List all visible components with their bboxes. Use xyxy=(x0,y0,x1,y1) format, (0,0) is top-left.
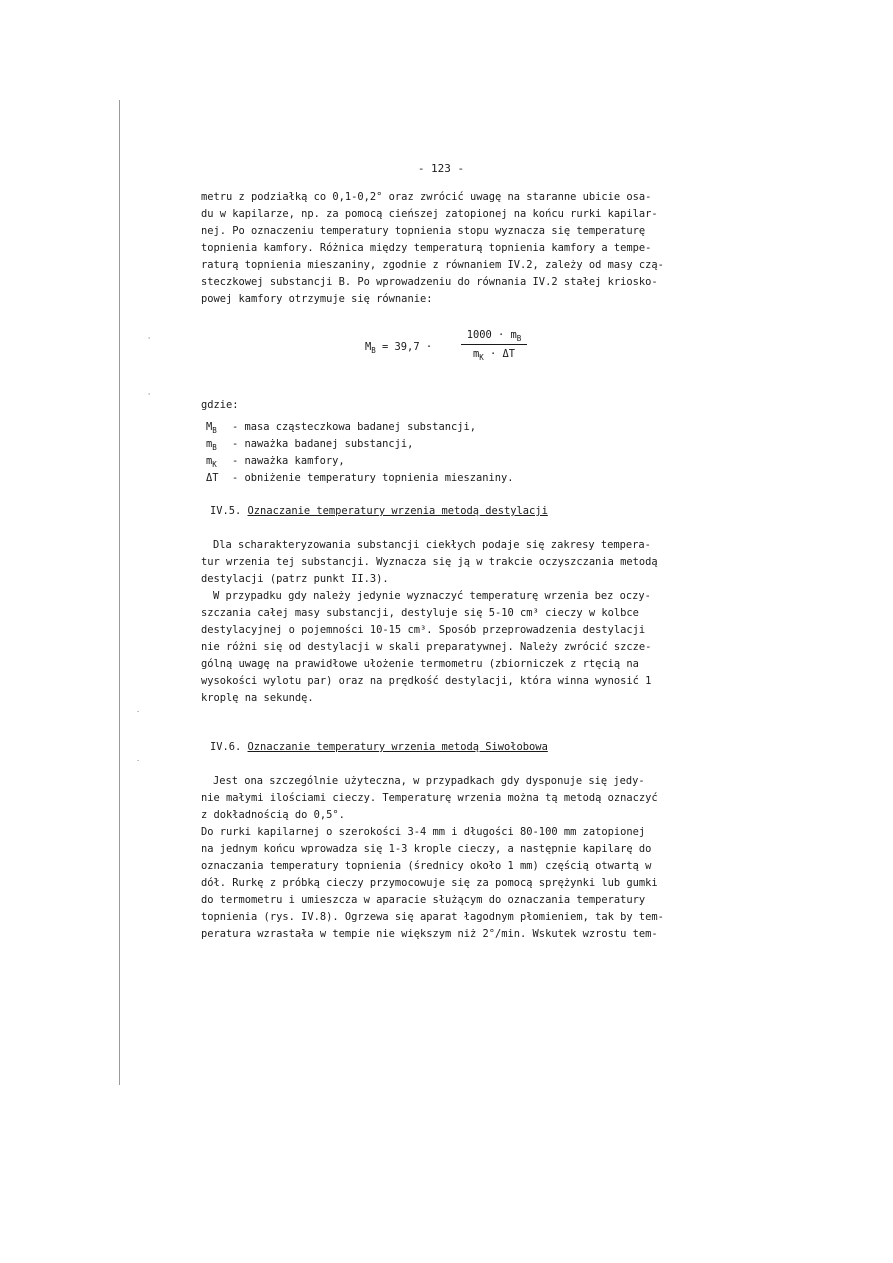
text-line: Do rurki kapilarnej o szerokości 3-4 mm i długości 80-100 mm zatopionej xyxy=(201,826,646,838)
definition-item: $m_B$ - naważka badanej substancji, xyxy=(206,438,414,453)
fraction-numerator: $1000 \cdot m_B$ xyxy=(466,329,522,344)
definition-item: $m_K$ - naważka kamfory, xyxy=(206,455,345,470)
text-line: kroplę na sekundę. xyxy=(201,692,314,704)
text-line: nie małymi ilościami cieczy. Temperaturę wrzenia można tą metodą oznaczyć xyxy=(201,792,658,804)
text-line: na jednym końcu wprowadza się 1-3 krople cieczy, a następnie kapilarę do xyxy=(201,843,652,855)
text-line: nej. Po oznaczeniu temperatury topnienia stopu wyznacza się temperaturę xyxy=(201,225,646,237)
equation-molar-mass xyxy=(365,327,565,367)
margin-mark: · xyxy=(136,757,141,765)
text-line: z dokładnością do 0,5°. xyxy=(201,809,345,821)
symbol-definitions xyxy=(206,402,606,487)
text-line: metru z podziałką co 0,1-0,2° oraz zwrócić uwagę na staranne ubicie osa- xyxy=(201,191,652,203)
text-line: wysokości wylotu par) oraz na prędkość destylacji, która winna wynosić 1 xyxy=(201,675,652,687)
text-line: nie różni się od destylacji w skali preparatywnej. Należy zwrócić szcze- xyxy=(201,641,652,653)
text-line: tur wrzenia tej substancji. Wyznacza się ją w trakcie oczyszczania metodą xyxy=(201,556,658,568)
text-line: oznaczania temperatury topnienia (średnicy około 1 mm) częścią otwartą w xyxy=(201,860,652,872)
text-line: peratura wzrastała w tempie nie większym niż 2°/min. Wskutek wzrostu tem- xyxy=(201,928,658,940)
page-edge-line xyxy=(119,100,120,1085)
text-line: szczania całej masy substancji, destyluje się 5-10 cm³ cieczy w kolbce xyxy=(201,607,639,619)
section-heading-iv5 xyxy=(210,503,548,520)
text-line: topnienia kamfory. Różnica między temperaturą topnienia kamfory a tempe- xyxy=(201,242,652,254)
margin-mark: ' xyxy=(147,336,152,344)
section-title: Oznaczanie temperatury wrzenia metodą destylacji xyxy=(247,505,548,517)
section-title: Oznaczanie temperatury wrzenia metodą Siwołobowa xyxy=(247,741,548,753)
margin-mark: ' xyxy=(147,392,152,400)
text-line: destylacyjnej o pojemności 10-15 cm³. Sposób przeprowadzenia destylacji xyxy=(201,624,646,636)
page-number: - 123 - xyxy=(417,162,465,175)
section-number: IV.5. xyxy=(210,505,242,517)
text-line: Dla scharakteryzowania substancji ciekłych podaje się zakresy tempera- xyxy=(213,539,651,551)
intro-paragraph xyxy=(201,189,697,308)
text-line: destylacji (patrz punkt II.3). xyxy=(201,573,389,585)
section-number: IV.6. xyxy=(210,741,242,753)
section-heading-iv6 xyxy=(210,739,548,756)
equation-fraction xyxy=(461,327,527,363)
margin-mark: · xyxy=(136,708,141,716)
text-line: dół. Rurkę z próbką cieczy przymocowuje się za pomocą sprężynki lub gumki xyxy=(201,877,658,889)
section-iv5-paragraph-2 xyxy=(201,588,697,707)
section-iv6-paragraph-2 xyxy=(201,824,697,943)
text-line: du w kapilarze, np. za pomocą cieńszej zatopionej na końcu rurki kapilar- xyxy=(201,208,658,220)
equation-lhs: $M_B = 39,7$ · xyxy=(365,341,433,356)
text-line: W przypadku gdy należy jedynie wyznaczyć temperaturę wrzenia bez oczy- xyxy=(213,590,651,602)
text-line: Jest ona szczególnie użyteczna, w przypadkach gdy dysponuje się jedy- xyxy=(213,775,645,787)
text-line: powej kamfory otrzymuje się równanie: xyxy=(201,293,433,305)
text-line: gólną uwagę na prawidłowe ułożenie termometru (zbiorniczek z rtęcią na xyxy=(201,658,639,670)
fraction-denominator: $m_K \cdot \Delta T$ xyxy=(472,348,516,363)
definition-item: ΔT - obniżenie temperatury topnienia mieszaniny. xyxy=(206,472,514,484)
text-line: raturą topnienia mieszaniny, zgodnie z równaniem IV.2, zależy od masy czą- xyxy=(201,259,664,271)
fraction-bar xyxy=(461,344,527,345)
text-line: do termometru i umieszcza w aparacie służącym do oznaczania temperatury xyxy=(201,894,646,906)
definition-item: $M_B$ - masa cząsteczkowa badanej substancji, xyxy=(206,421,476,436)
text-line: steczkowej substancji B. Po wprowadzeniu do równania IV.2 stałej kriosko- xyxy=(201,276,658,288)
section-iv5-paragraph-1 xyxy=(201,537,697,588)
text-line: topnienia (rys. IV.8). Ogrzewa się aparat łagodnym płomieniem, tak by tem- xyxy=(201,911,664,923)
where-label: gdzie: xyxy=(201,399,239,411)
section-iv6-paragraph-1 xyxy=(201,773,697,824)
